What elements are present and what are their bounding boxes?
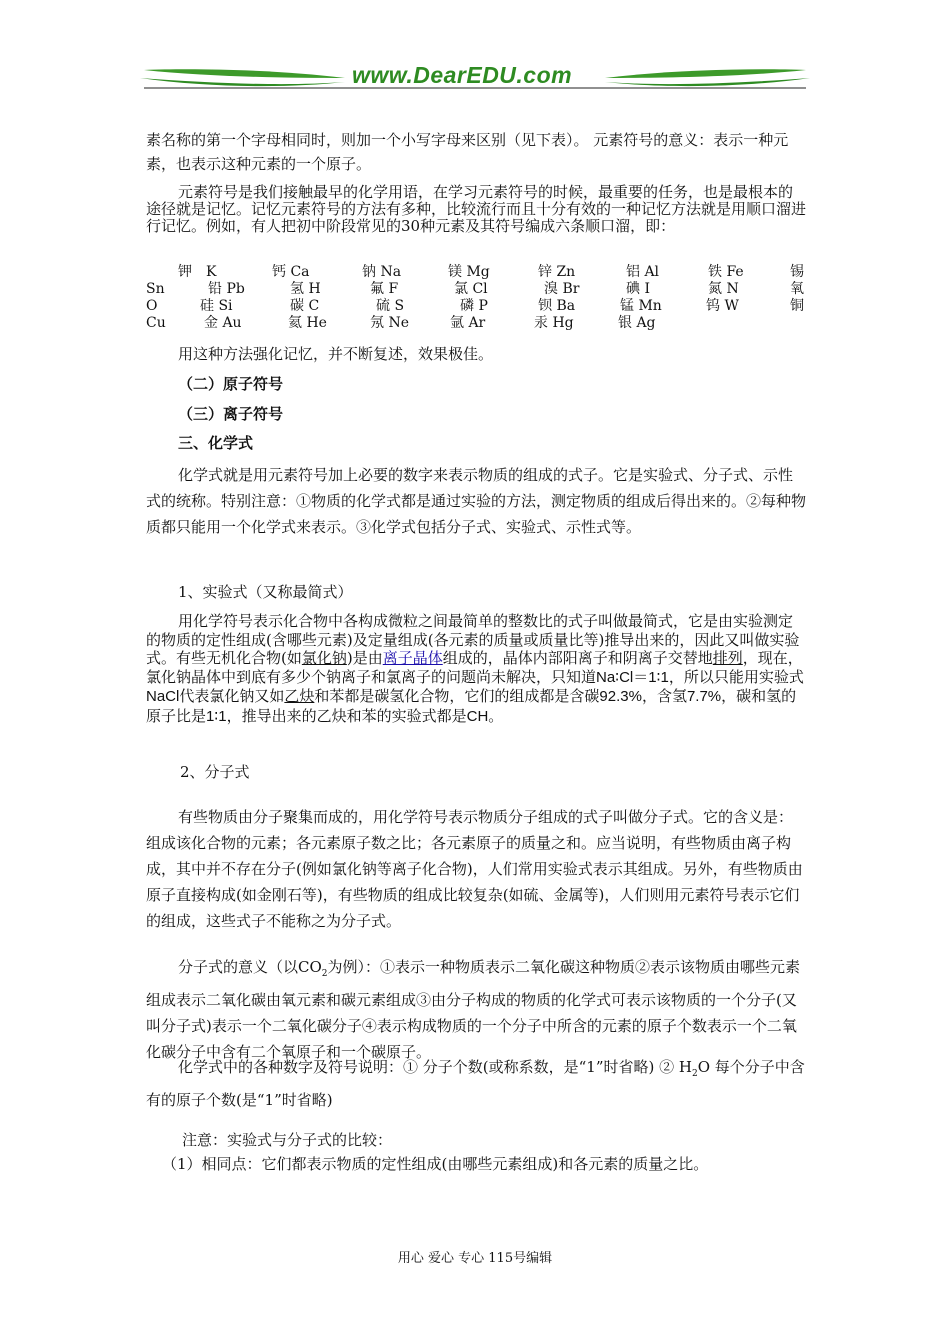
heading-ion-symbol: （三）离子符号	[178, 405, 284, 423]
element-cell: Cu	[146, 315, 166, 331]
paragraph-note-comparison: 注意：实验式与分子式的比较：	[182, 1131, 393, 1149]
element-cell: 氢 H	[290, 281, 321, 297]
element-cell: 氖 Ne	[370, 315, 409, 331]
element-cell: 锌 Zn	[538, 264, 576, 280]
link-ionic-crystal[interactable]: 离子晶体	[382, 649, 443, 667]
element-cell: 硫 S	[376, 298, 405, 314]
element-cell: 磷 P	[460, 298, 488, 314]
element-cell: 硅 Si	[200, 298, 233, 314]
element-cell: 铁 Fe	[708, 264, 744, 280]
element-cell: 氩 Ar	[450, 315, 486, 331]
element-cell: 钠 Na	[362, 264, 402, 280]
element-cell: O	[146, 298, 158, 314]
element-cell: 溴 Br	[544, 281, 580, 297]
heading-chemical-formula: 三、化学式	[178, 434, 254, 452]
paragraph-effect: 用这种方法强化记忆，并不断复述，效果极佳。	[178, 345, 494, 363]
element-cell: 氯 Cl	[454, 281, 488, 297]
element-cell: Sn	[146, 281, 165, 297]
heading-molecular-formula: 2、分子式	[180, 763, 250, 781]
site-logo-text: www.DearEDU.com	[352, 62, 573, 88]
element-cell: 钾 K	[178, 264, 217, 280]
paragraph-element-symbol-meaning: 素名称的第一个字母相同时，则加一个小写字母来区别（见下表）。 元素符号的意义：表示一种元素，也表示这种元素的一个原子。	[146, 131, 789, 173]
header-banner	[0, 0, 950, 100]
element-cell: 镁 Mg	[448, 264, 490, 280]
heading-atom-symbol: （二）原子符号	[178, 375, 284, 393]
element-cell: 氟 F	[370, 281, 399, 297]
element-cell: 铜	[790, 298, 804, 314]
element-cell: 汞 Hg	[534, 315, 574, 331]
element-cell: 碘 I	[626, 281, 650, 297]
element-cell: 锰 Mn	[620, 298, 662, 314]
element-cell: 铝 Al	[626, 264, 660, 280]
paragraph-number-symbols: 化学式中的各种数字及符号说明：① 分子个数(或称系数，是“1”时省略) ② $H_2O$ 每个分子中含有的原子个数(是“1”时省略)	[146, 1058, 805, 1109]
link-arrangement[interactable]: 排列	[712, 649, 743, 667]
element-cell: 氧	[790, 281, 804, 297]
element-cell: 钨 W	[706, 298, 739, 314]
element-cell: 碳 C	[290, 298, 320, 314]
element-cell: 钡 Ba	[538, 298, 576, 314]
paragraph-co2-meaning: 分子式的意义（以$CO_2$为例）：①表示一种物质表示二氧化碳这种物质②表示该物质由哪些元素组成表示二氧化碳由氧元素和碳元素组成③由分子构成的物质的化学式可表示该物质的一个分子(又叫分子式)表示一个二氧化碳分子④表示构成物质的一个分子中所含的元素的原子个数表示一个二氧化碳分子中含有二个氧原子和一个碳原子。	[146, 958, 801, 1061]
heading-empirical-formula: 1、实验式（又称最简式）	[178, 583, 353, 601]
element-cell: 铅 Pb	[208, 281, 245, 297]
element-cell: 金 Au	[204, 315, 242, 331]
element-rhyme-table	[0, 264, 950, 336]
element-cell: 银 Ag	[618, 315, 656, 331]
link-acetylene[interactable]: 乙炔	[284, 687, 315, 705]
paragraph-chemical-formula-def: 化学式就是用元素符号加上必要的数字来表示物质的组成的式子。它是实验式、分子式、示性式的统称。特别注意：①物质的化学式都是通过实验的方法，测定物质的组成后得出来的。②每种物质都只能用一个化学式来表示。③化学式包括分子式、实验式、示性式等。	[146, 466, 807, 536]
paragraph-memory-method: 元素符号是我们接触最早的化学用语，在学习元素符号的时候，最重要的任务，也是最根本的途径就是记忆。记忆元素符号的方法有多种，比较流行而且十分有效的一种记忆方法就是用顺口溜进行记忆。例如，有人把初中阶段常见的30种元素及其符号编成六条顺口溜，即：	[146, 183, 807, 235]
element-cell: 氮 N	[708, 281, 739, 297]
link-sodium-chloride[interactable]: 氯化钠	[301, 649, 347, 667]
paragraph-molecular-formula: 有些物质由分子聚集而成的，用化学符号表示物质分子组成的式子叫做分子式。它的含义是：组成该化合物的元素；各元素原子数之比；各元素原子的质量之和。应当说明，有些物质由离子构成，其中并不存在分子(例如氯化钠等离子化合物)，人们常用实验式表示其组成。另外，有些物质由原子直接构成(如金刚石等)，有些物质的组成比较复杂(如硫、金属等)，人们则用元素符号表示它们的组成，这些式子不能称之为分子式。	[146, 808, 803, 930]
element-cell: 氦 He	[288, 315, 327, 331]
paragraph-empirical-formula: 用化学符号表示化合物中各构成微粒之间最简单的整数比的式子叫做最简式，它是由实验测定的物质的定性组成(含哪些元素)及定量组成(各元素的质量或质量比等)推导出来的，因此又叫做实验式。有些无机化合物(如氯化钠)是由离子晶体组成的，晶体内部阳离子和阴离子交替地排列，现在，氯化钠晶体中到底有多少个钠离子和氯离子的问题尚未解决，只知道Na∶Cl＝1∶1，所以只能用实验式NaCl代表氯化钠又如乙炔和苯都是碳氢化合物，它们的组成都是含碳92.3%，含氢7.7%，碳和氢的原子比是1∶1，推导出来的乙炔和苯的实验式都是CH。	[146, 612, 804, 725]
page-footer: 用心 爱心 专心 115号编辑	[397, 1251, 553, 1266]
element-cell: 锡	[790, 264, 804, 280]
element-cell: 钙 Ca	[272, 264, 310, 280]
paragraph-similarity: （1）相同点：它们都表示物质的定性组成(由哪些元素组成)和各元素的质量之比。	[162, 1155, 709, 1173]
